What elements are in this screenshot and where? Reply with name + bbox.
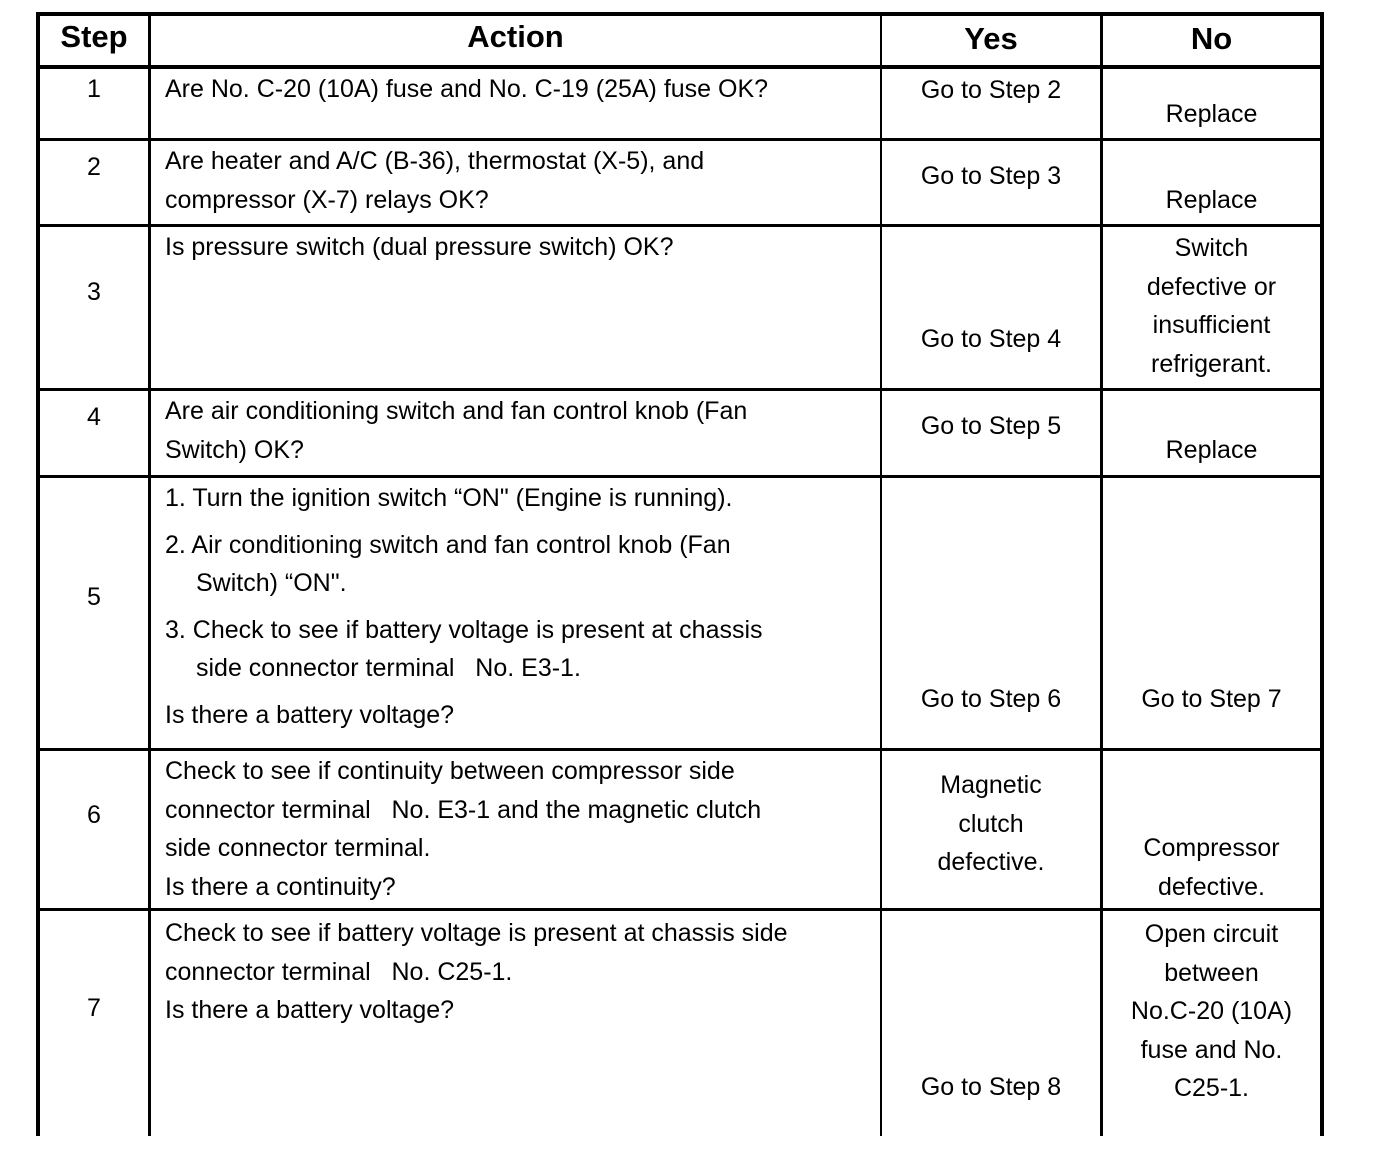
no-result [1103,829,1320,906]
no-line: Open circuit [1144,920,1279,948]
table-border-right [1320,12,1324,1136]
yes-line: Go to Step 6 [920,685,1062,713]
step-number: 4 [87,403,101,431]
no-result [1103,915,1320,1108]
no-line: defective. [1157,872,1265,901]
step-number: 5 [87,583,101,611]
yes-line: Go to Step 8 [920,1073,1062,1101]
action-line: 1. Turn the ignition switch “ON" (Engine is running). [165,484,733,512]
action-text [165,70,875,109]
table-border-top [36,12,1324,16]
action-line: side connector terminal. [165,834,431,862]
action-text [165,228,875,267]
yes-line: Go to Step 3 [920,162,1062,190]
action-line: Is there a battery voltage? [165,996,455,1024]
step-number: 1 [87,75,101,103]
yes-line: Go to Step 4 [920,325,1062,353]
action-line: Is pressure switch (dual pressure switch) OK? [165,233,674,261]
action-line: Switch) OK? [165,435,304,464]
yes-line: Go to Step 5 [920,412,1062,440]
action-line: Is there a battery voltage? [165,700,455,729]
no-line: No.C-20 (10A) [1130,997,1293,1025]
step-number: 3 [87,278,101,306]
action-text [165,142,875,219]
no-line: Go to Step 7 [1141,685,1282,713]
action-line: 2. Air conditioning switch and fan control knob (Fan [165,530,731,559]
yes-result [882,407,1100,446]
action-line: Are air conditioning switch and fan control knob (Fan [165,397,748,425]
no-line: Replace [1165,436,1258,464]
no-line: Switch [1174,234,1249,262]
no-result [1103,181,1320,220]
step-number: 6 [87,801,101,829]
row-divider [36,748,1324,751]
row-divider [36,138,1324,141]
row-divider [36,388,1324,391]
column-divider-step-action [148,12,151,1136]
no-line: C25-1. [1173,1074,1250,1102]
action-line: Check to see if battery voltage is present at chassis side [165,919,788,947]
action-line: Check to see if continuity between compressor side [165,757,735,785]
action-line: 3. Check to see if battery voltage is present at chassis [165,615,763,644]
row-divider [36,475,1324,478]
action-text [165,914,875,1030]
yes-line: defective. [937,848,1045,876]
action-line: Are heater and A/C (B-36), thermostat (X-5), and [165,147,705,175]
troubleshooting-table [36,12,1324,1136]
action-line: connector terminal No. E3-1 and the magnetic clutch [165,795,762,824]
no-result [1103,431,1320,470]
action-text [165,392,875,469]
yes-result [882,680,1100,719]
no-line: Replace [1165,100,1258,128]
header-action: Action [467,19,564,54]
yes-result [882,1068,1100,1107]
action-line: side connector terminal No. E3-1. [196,654,581,682]
row-divider [36,224,1324,227]
yes-line: Go to Step 2 [920,76,1062,104]
action-line: Is there a continuity? [165,872,396,901]
action-line: compressor (X-7) relays OK? [165,185,489,214]
yes-result [882,71,1100,110]
yes-result [882,766,1100,882]
header-step: Step [60,19,128,54]
action-line: connector terminal No. C25-1. [165,957,513,986]
no-line: between [1164,958,1259,987]
no-result [1103,95,1320,134]
header-yes: Yes [964,21,1018,56]
row-divider [36,65,1324,69]
yes-line: clutch [958,809,1024,838]
step-number: 2 [87,153,101,181]
no-line: Compressor [1143,834,1280,862]
action-text [165,479,875,734]
no-line: insufficient [1152,311,1271,339]
action-text [165,752,875,906]
yes-result [882,157,1100,196]
header-no: No [1190,21,1233,56]
step-number: 7 [87,994,101,1022]
no-result [1103,229,1320,383]
no-line: Replace [1165,186,1258,214]
no-result [1103,680,1320,719]
action-line: Are No. C-20 (10A) fuse and No. C-19 (25A) fuse OK? [165,75,769,103]
yes-line: Magnetic [940,771,1042,799]
no-line: defective or [1146,272,1277,301]
no-line: refrigerant. [1151,349,1272,378]
row-divider [36,908,1324,911]
yes-result [882,320,1100,359]
no-line: fuse and No. [1140,1035,1283,1064]
action-line: Switch) “ON". [196,569,347,597]
